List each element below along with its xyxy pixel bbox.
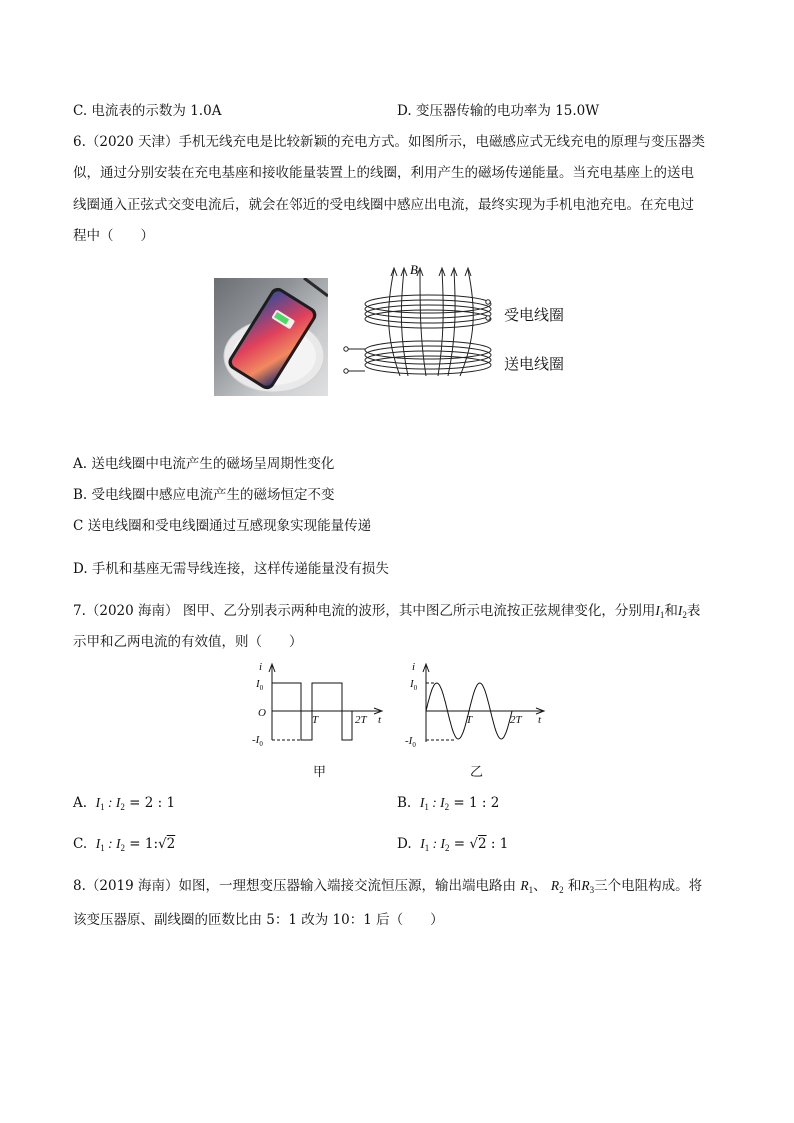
q5-option-d: D. 变压器传输的电功率为 15.0W [397,103,600,119]
q6-option-d: D. 手机和基座无需导线连接，这样传递能量没有损失 [73,561,389,577]
wireless-charger-photo [214,278,328,396]
yi-2t-tick: 2T [510,714,522,726]
q6-option-a: A. 送电线圈中电流产生的磁场呈周期性变化 [73,456,335,472]
q7-option-d: D. $I_1$ : $I_2 = √2$ : 1 [397,836,509,853]
symbol-i1: $I_1$ [655,603,665,620]
q7-option-c: C. $I_1$ : $I_2$ = 1:√2 [73,836,176,853]
q7-stem-line1 [73,601,700,625]
q7-stem-text-b: 表 [686,603,701,619]
send-coil-label: 送电线圈 [504,355,565,373]
jia-axis-t: t [378,714,382,726]
square-wave-graph [250,660,385,750]
jia-2t-tick: 2T [355,714,367,726]
q6-option-c: C 送电线圈和受电线圈通过互感现象实现能量传递 [73,518,372,534]
symbol-i2: $I_2$ [677,603,687,620]
q5-option-c: C. 电流表的示数为 1.0A [73,103,222,119]
q7-and: 和 [664,603,678,619]
jia-t-tick: T [312,714,319,726]
sine-wave-graph [402,660,552,750]
q6-stem-line2: 似，通过分别安装在充电基座和接收能量装置上的线圈，利用产生的磁场传递能量。当充电基座上的送电 [73,165,694,181]
q8-stem-line1: 8.（2019 海南）如图，一理想变压器输入端接交流恒压源，输出端电路由 $R_1$、 $R_2$ 和$R_3$三个电阻构成。将 [73,878,703,895]
q6-stem-line4: 程中（ ） [73,228,154,244]
jia-i0-label: $I_0$ [256,678,264,692]
q6-stem-line1: 6.（2020 天津）手机无线充电是比较新颖的充电方式。如图所示，电磁感应式无线充电的原理与变压器类 [73,134,706,150]
field-b-label: B [410,262,418,277]
jia-neg-i0-label: $-I_0$ [252,734,263,748]
jia-axis-i: i [259,661,263,673]
yi-i0-label: $I_0$ [410,678,418,692]
yi-axis-t: t [538,714,542,726]
q7-stem-line2: 示甲和乙两电流的有效值，则（ ） [73,634,303,650]
yi-neg-i0-label: $-I_0$ [405,735,416,749]
q6-stem-line3: 线圈通入正弦式交变电流后，就会在邻近的受电线圈中感应出电流，最终实现为手机电池充电。在充电过 [73,197,694,213]
q6-option-b: B. 受电线圈中感应电流产生的磁场恒定不变 [73,487,335,503]
q7-option-b: B. $I_1$ : $I_2 = 1$ : 2 [397,795,500,812]
jia-origin: O [258,707,266,719]
yi-t-tick: T [466,714,473,726]
q7-stem-text-a: 7.（2020 海南） 图甲、乙分别表示两种电流的波形，其中图乙所示电流按正弦规律变化，分别用 [73,603,656,619]
q8-stem-line2: 该变压器原、副线圈的匝数比由 5：1 改为 10：1 后（ ） [73,912,444,928]
yi-axis-i: i [412,661,416,673]
yi-caption: 乙 [470,765,484,780]
jia-caption: 甲 [313,765,327,780]
q7-option-a: A. $I_1$ : $I_2 = 2$ : 1 [73,795,176,812]
receive-coil-label: 受电线圈 [504,306,565,324]
